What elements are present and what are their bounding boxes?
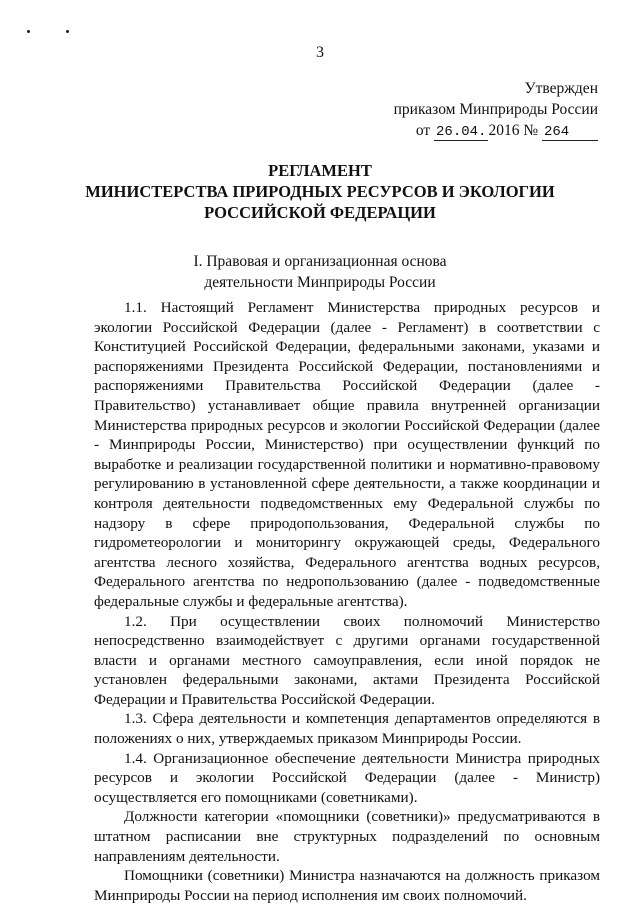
approval-from-prefix: от [415, 122, 431, 139]
section-heading-line-1: I. Правовая и организационная основа [193, 253, 447, 270]
approval-date-day-month: 26.04. [436, 124, 487, 140]
scan-mark [27, 30, 30, 33]
approval-date-year: 2016 [488, 122, 520, 139]
paragraph-1-2: 1.2. При осуществлении своих полномочий Министерство непосредственно взаимодействует с другими органами государственной власти и органами местного самоуправления, если иной порядок не установлен федеральными законами, актами Президента Российской Федерации и Правительства Российской Федерации. [94, 612, 600, 708]
scan-mark [66, 30, 69, 33]
approval-stamp [394, 78, 598, 141]
paragraph-1-1: 1.1. Настоящий Регламент Министерства природных ресурсов и экологии Российской Федерации (далее - Регламент) в соответствии с Конституцией Российской Федерации, федеральными законами, указами и распоряжениями Президента Российской Федерации, постановлениями и распоряжениями Правительства Российской Федерации (далее - Правительство) устанавливает общие правила внутренней организации Министерства природных ресурсов и экологии Российской Федерации (далее - Минприроды России, Министерство) при осуществлении функций по выработке и реализации государственной политики и нормативно-правовому регулированию в установленной сфере деятельности, а также координации и контроля деятельности подведомственных ему Федеральной службы по надзору в сфере природопользования, Федеральной службы по гидрометеорологии и мониторингу окружающей среды, Федерального агентства лесного хозяйства, Федерального агентства водных ресурсов, Федерального агентства по недропользованию (далее - подведомственные федеральные службы и федеральные агентства). [94, 299, 600, 610]
document-title [0, 160, 640, 223]
section-heading [0, 251, 640, 293]
paragraph-assistant-appointment: Помощники (советники) Министра назначаются на должность приказом Минприроды России на период исполнения им своих полномочий. [94, 867, 600, 904]
approval-line-3 [394, 120, 598, 141]
title-line-1: РЕГЛАМЕНТ [268, 161, 372, 180]
title-line-3: РОССИЙСКОЙ ФЕДЕРАЦИИ [204, 203, 436, 222]
approval-number: 264 [542, 125, 598, 141]
paragraph-1-3: 1.3. Сфера деятельности и компетенция департаментов определяются в положениях о них, утверждаемых приказом Минприроды России. [94, 710, 600, 748]
paragraph-assistant-positions: Должности категории «помощники (советники)» предусматриваются в штатном расписании вне структурных подразделений по основным направлениям деятельности. [94, 808, 600, 865]
approval-line-2: приказом Минприроды России [393, 101, 598, 118]
section-heading-line-2: деятельности Минприроды России [204, 274, 436, 291]
page-number: 3 [316, 44, 324, 61]
body-text [94, 298, 600, 905]
paragraph-1-4: 1.4. Организационное обеспечение деятельности Министра природных ресурсов и экологии Российской Федерации (далее - Министр) осуществляется его помощниками (советниками). [94, 749, 600, 806]
title-line-2: МИНИСТЕРСТВА ПРИРОДНЫХ РЕСУРСОВ И ЭКОЛОГИИ [85, 182, 555, 201]
approval-line-1: Утвержден [524, 80, 598, 97]
approval-number-prefix: № [523, 122, 539, 139]
